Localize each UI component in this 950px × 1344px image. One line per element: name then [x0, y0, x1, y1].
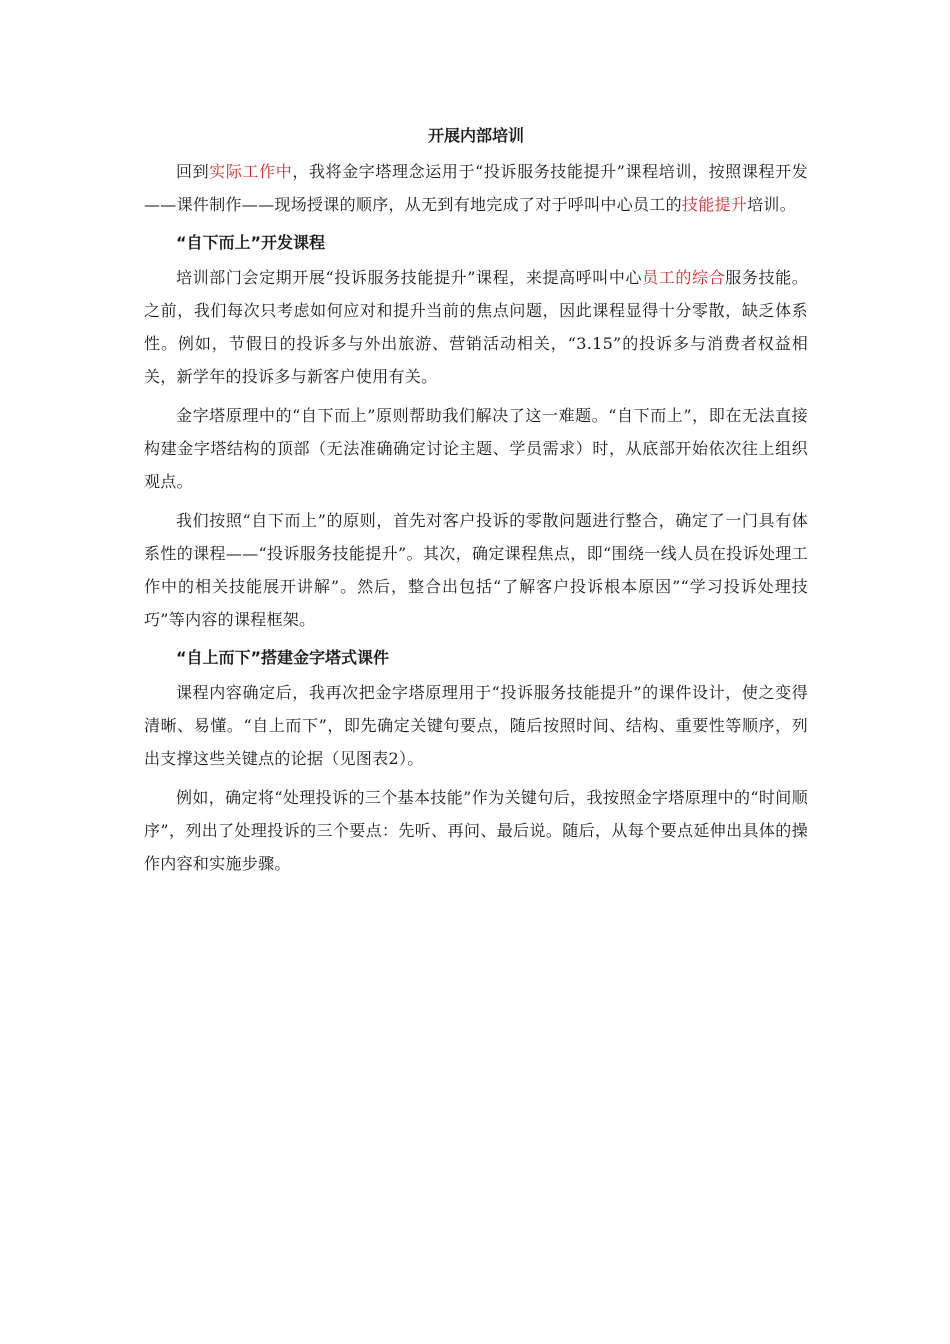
paragraph-text: 培训部门会定期开展“投诉服务技能提升”课程，来提高呼叫中心: [176, 268, 643, 287]
paragraph-intro: [144, 155, 808, 221]
paragraph-text: 服务技能。之前，我们每次只考虑如何应对和提升当前的焦点问题，因此课程显得十分零散，缺乏体系性。例如，节假日的投诉多与外出旅游、营销活动相关，“3.15”的投诉多与消费者权益相关，新学年的投诉多与新客户使用有关。: [144, 268, 808, 386]
paragraph-text: 培训。: [747, 195, 797, 214]
paragraph-courseware-design: 课程内容确定后，我再次把金字塔原理用于“投诉服务技能提升”的课件设计，使之变得清晰、易懂。“自上而下”，即先确定关键句要点，随后按照时间、结构、重要性等顺序，列出支撑这些关键点的论据（见图表2）。: [144, 683, 808, 768]
paragraph-example: 例如，确定将“处理投诉的三个基本技能”作为关键句后，我按照金字塔原理中的“时间顺序”，列出了处理投诉的三个要点：先听、再问、最后说。随后，从每个要点延伸出具体的操作内容和实施步骤。: [144, 788, 808, 873]
section-heading-bottom-up: “自下而上”开发课程: [176, 233, 326, 252]
paragraph-course-framework: 我们按照“自下而上”的原则，首先对客户投诉的零散问题进行整合，确定了一门具有体系性的课程——“投诉服务技能提升”。其次，确定课程焦点，即“围绕一线人员在投诉处理工作中的相关技能展开讲解”。然后，整合出包括“了解客户投诉根本原因”“学习投诉处理技巧”等内容的课程框架。: [144, 511, 808, 629]
highlighted-text: 员工的综合: [642, 268, 726, 287]
paragraph-course-background: [144, 261, 808, 393]
highlighted-text: 实际工作中: [209, 162, 293, 181]
paragraph-text: ，我将金字塔理念运用于“投诉服务技能提升”课程培训，按照课程开发——课件制作——现场授课的顺序，从无到有地完成了对于呼叫中心员工的: [144, 162, 808, 214]
section-heading-top-down: “自上而下”搭建金字塔式课件: [176, 648, 390, 667]
document-title: 开展内部培训: [427, 126, 524, 145]
paragraph-text: 回到: [176, 162, 210, 181]
paragraph-bottom-up-principle: 金字塔原理中的“自下而上”原则帮助我们解决了这一难题。“自下而上”，即在无法直接构建金字塔结构的顶部（无法准确确定讨论主题、学员需求）时，从底部开始依次往上组织观点。: [144, 406, 808, 491]
highlighted-text: 技能提升: [681, 195, 748, 214]
document-page: [144, 120, 808, 886]
